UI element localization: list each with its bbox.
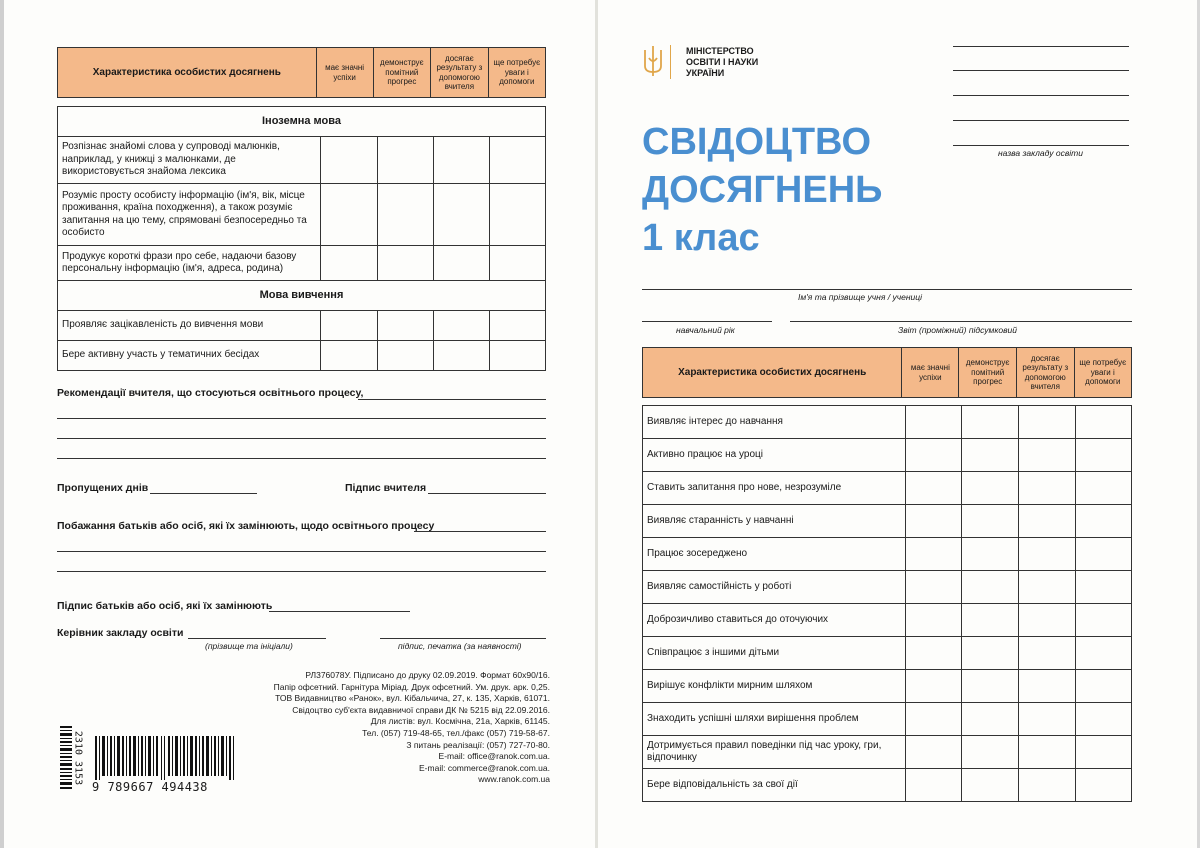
mark-cell[interactable] <box>433 137 489 184</box>
table-row <box>643 736 1132 769</box>
emblem-divider <box>670 45 671 79</box>
school-name-caption: назва закладу освіти <box>998 148 1083 158</box>
mark-cell[interactable] <box>962 703 1019 736</box>
missed-days-line[interactable] <box>150 493 257 494</box>
imprint-line: З питань реалізації: (057) 727-70-80. <box>406 739 550 750</box>
parents-signature-label: Підпис батьків або осіб, які їх замінюють <box>57 600 273 612</box>
table-row <box>643 637 1132 670</box>
mark-cell[interactable] <box>433 246 489 281</box>
mark-cell[interactable] <box>1076 505 1132 538</box>
vertical-barcode <box>60 726 72 790</box>
table-row <box>58 184 546 246</box>
mark-cell[interactable] <box>1076 571 1132 604</box>
mark-cell[interactable] <box>489 311 545 341</box>
mark-cell[interactable] <box>489 246 545 281</box>
mark-cell[interactable] <box>377 137 433 184</box>
achievement-text: Вирішує конфлікти мирним шляхом <box>643 670 906 703</box>
mark-cell[interactable] <box>962 505 1019 538</box>
mark-cell[interactable] <box>320 184 377 246</box>
isbn-number: 9 789667 494438 <box>92 780 208 794</box>
mark-cell[interactable] <box>1076 406 1132 439</box>
mark-cell[interactable] <box>1019 769 1076 802</box>
page-edge <box>0 0 4 848</box>
achievement-text: Виявляє самостійність у роботі <box>643 571 906 604</box>
imprint-line: www.ranok.com.ua <box>478 774 550 785</box>
mark-cell[interactable] <box>377 246 433 281</box>
table-row <box>643 769 1132 802</box>
mark-cell[interactable] <box>905 769 962 802</box>
mark-cell[interactable] <box>1076 637 1132 670</box>
mark-cell[interactable] <box>962 406 1019 439</box>
school-year-line[interactable] <box>642 321 772 322</box>
ministry-line: МІНІСТЕРСТВО <box>686 46 754 56</box>
mark-cell[interactable] <box>433 341 489 371</box>
head-name-line[interactable] <box>188 638 326 639</box>
mark-cell[interactable] <box>1076 670 1132 703</box>
mark-cell[interactable] <box>962 736 1019 769</box>
header-col-3: досягає результату з допомогою вчителя <box>1017 348 1075 398</box>
certificate-title <box>642 118 882 262</box>
mark-cell[interactable] <box>377 341 433 371</box>
isbn-barcode <box>95 736 237 780</box>
skill-text: Продукує короткі фрази про себе, надаючи базову персональну інформацію (ім'я, адреса, родина) <box>58 246 321 281</box>
mark-cell[interactable] <box>1019 637 1076 670</box>
mark-cell[interactable] <box>962 670 1019 703</box>
table-row <box>58 341 546 371</box>
school-name-line[interactable] <box>953 70 1129 71</box>
mark-cell[interactable] <box>1019 439 1076 472</box>
mark-cell[interactable] <box>905 571 962 604</box>
mark-cell[interactable] <box>905 670 962 703</box>
parents-signature-line[interactable] <box>269 611 410 612</box>
school-name-line[interactable] <box>953 46 1129 47</box>
mark-cell[interactable] <box>320 246 377 281</box>
mark-cell[interactable] <box>905 703 962 736</box>
skill-text: Бере активну участь у тематичних бесідах <box>58 341 321 371</box>
table-row <box>643 439 1132 472</box>
achievement-text: Бере відповідальність за свої дії <box>643 769 906 802</box>
teacher-signature-label: Підпис вчителя <box>345 482 427 494</box>
head-name-caption: (прізвище та ініціали) <box>205 641 293 651</box>
imprint-line: Для листів: вул. Космічна, 21а, Харків, 61145. <box>370 716 550 727</box>
recommendations-line[interactable] <box>57 458 546 459</box>
mark-cell[interactable] <box>1019 406 1076 439</box>
ministry-name <box>686 46 758 79</box>
mark-cell[interactable] <box>1019 505 1076 538</box>
mark-cell[interactable] <box>1019 670 1076 703</box>
mark-cell[interactable] <box>905 439 962 472</box>
student-name-line[interactable] <box>642 289 1132 290</box>
report-type-line[interactable] <box>790 321 1132 322</box>
mark-cell[interactable] <box>962 538 1019 571</box>
achievement-text: Виявляє інтерес до навчання <box>643 406 906 439</box>
mark-cell[interactable] <box>1019 571 1076 604</box>
mark-cell[interactable] <box>1076 439 1132 472</box>
mark-cell[interactable] <box>489 184 545 246</box>
mark-cell[interactable] <box>905 538 962 571</box>
header-col-4: ще потребує уваги і допомоги <box>488 48 545 98</box>
mark-cell[interactable] <box>320 341 377 371</box>
mark-cell[interactable] <box>905 472 962 505</box>
achievement-text: Виявляє старанність у навчанні <box>643 505 906 538</box>
vertical-code: 2310 3153 <box>72 730 84 786</box>
table-row <box>643 538 1132 571</box>
achievement-text: Дотримується правил поведінки під час уроку, гри, відпочинку <box>643 736 906 769</box>
mark-cell[interactable] <box>1076 703 1132 736</box>
imprint-line: ТОВ Видавництво «Ранок», вул. Кібальчича, 27, к. 135, Харків, 61071. <box>275 693 550 704</box>
mark-cell[interactable] <box>1019 604 1076 637</box>
parents-wishes-line[interactable] <box>57 551 546 552</box>
mark-cell[interactable] <box>1019 736 1076 769</box>
table-row <box>58 311 546 341</box>
school-year-caption: навчальний рік <box>676 325 735 335</box>
title-line-1: СВІДОЦТВО <box>642 121 872 163</box>
skill-text: Розпізнає знайомі слова у супроводі малюнків, наприклад, у книжці з малюнками, де використовується знайома лексика <box>58 137 321 184</box>
mark-cell[interactable] <box>1076 538 1132 571</box>
mark-cell[interactable] <box>962 769 1019 802</box>
imprint-line: Тел. (057) 719-48-65, тел./факс (057) 719-58-67. <box>362 727 550 738</box>
left-page <box>0 0 596 848</box>
table-row <box>58 246 546 281</box>
head-sign-line[interactable] <box>380 638 546 639</box>
mark-cell[interactable] <box>489 341 545 371</box>
title-line-3: 1 клас <box>642 217 760 259</box>
mark-cell[interactable] <box>1076 472 1132 505</box>
skill-text: Проявляє зацікавленість до вивчення мови <box>58 311 321 341</box>
mark-cell[interactable] <box>1076 769 1132 802</box>
header-col-2: демонструє помітний прогрес <box>959 348 1017 398</box>
table-row <box>643 472 1132 505</box>
achievement-text: Співпрацює з іншими дітьми <box>643 637 906 670</box>
mark-cell[interactable] <box>962 604 1019 637</box>
ministry-line: УКРАЇНИ <box>686 68 725 78</box>
parents-wishes-line[interactable] <box>57 571 546 572</box>
achievement-text: Активно працює на уроці <box>643 439 906 472</box>
teacher-signature-line[interactable] <box>428 493 546 494</box>
trident-emblem-icon <box>642 44 664 78</box>
recommendations-label: Рекомендації вчителя, що стосуються освітнього процесу, <box>57 387 364 399</box>
header-col-1: має значні успіхи <box>316 48 373 98</box>
student-name-caption: Ім'я та прізвище учня / учениці <box>798 292 923 302</box>
ministry-line: ОСВІТИ І НАУКИ <box>686 57 759 67</box>
right-page <box>598 0 1200 848</box>
imprint-line: E-mail: office@ranok.com.ua. <box>438 751 550 762</box>
imprint-line: РЛ376078У. Підписано до друку 02.09.2019. Формат 60х90/16. <box>305 670 550 680</box>
mark-cell[interactable] <box>1019 703 1076 736</box>
section-title-study-language: Мова вивчення <box>58 281 546 311</box>
achievements-header-table <box>642 347 1132 398</box>
mark-cell[interactable] <box>489 137 545 184</box>
mark-cell[interactable] <box>905 406 962 439</box>
section-title-foreign-language: Іноземна мова <box>58 107 546 137</box>
mark-cell[interactable] <box>377 184 433 246</box>
head-sign-caption: підпис, печатка (за наявності) <box>398 641 522 651</box>
header-col-3: досягає результату з допомогою вчителя <box>431 48 489 98</box>
skills-table <box>57 106 546 371</box>
table-row <box>58 137 546 184</box>
mark-cell[interactable] <box>1076 604 1132 637</box>
report-type-caption: Звіт (проміжний) підсумковий <box>898 325 1017 335</box>
mark-cell[interactable] <box>1076 736 1132 769</box>
table-row <box>643 406 1132 439</box>
table-row <box>643 571 1132 604</box>
mark-cell[interactable] <box>962 472 1019 505</box>
mark-cell[interactable] <box>962 439 1019 472</box>
header-col-1: має значні успіхи <box>902 348 959 398</box>
school-name-line[interactable] <box>953 120 1129 121</box>
achievement-text: Ставить запитання про нове, незрозуміле <box>643 472 906 505</box>
achievements-table <box>642 405 1132 802</box>
mark-cell[interactable] <box>905 736 962 769</box>
achievement-text: Працює зосереджено <box>643 538 906 571</box>
mark-cell[interactable] <box>433 311 489 341</box>
table-row <box>643 703 1132 736</box>
recommendations-line[interactable] <box>57 418 546 419</box>
table-row <box>643 505 1132 538</box>
mark-cell[interactable] <box>320 311 377 341</box>
mark-cell[interactable] <box>1019 472 1076 505</box>
parents-wishes-line[interactable] <box>414 531 546 532</box>
mark-cell[interactable] <box>377 311 433 341</box>
head-label: Керівник закладу освіти <box>57 627 184 639</box>
missed-days-label: Пропущених днів <box>57 482 149 494</box>
mark-cell[interactable] <box>1019 538 1076 571</box>
title-line-2: ДОСЯГНЕНЬ <box>642 169 883 211</box>
table-row <box>643 670 1132 703</box>
header-title: Характеристика особистих досягнень <box>643 348 902 398</box>
mark-cell[interactable] <box>905 604 962 637</box>
imprint-line: Свідоцтво суб'єкта видавничої справи ДК № 5215 від 22.09.2016. <box>292 704 550 715</box>
mark-cell[interactable] <box>962 571 1019 604</box>
mark-cell[interactable] <box>320 137 377 184</box>
mark-cell[interactable] <box>433 184 489 246</box>
header-col-2: демонструє помітний прогрес <box>373 48 431 98</box>
imprint-line: E-mail: commerce@ranok.com.ua. <box>419 762 550 773</box>
imprint-line: Папір офсетний. Гарнітура Міріад. Друк офсетний. Ум. друк. арк. 0,25. <box>273 681 550 692</box>
school-name-line[interactable] <box>953 95 1129 96</box>
achievement-text: Доброзичливо ставиться до оточуючих <box>643 604 906 637</box>
header-title: Характеристика особистих досягнень <box>58 48 317 98</box>
recommendations-line[interactable] <box>57 438 546 439</box>
header-col-4: ще потребує уваги і допомоги <box>1074 348 1131 398</box>
mark-cell[interactable] <box>905 637 962 670</box>
recommendations-line[interactable] <box>358 399 546 400</box>
achievements-header-table <box>57 47 546 98</box>
school-name-line[interactable] <box>953 145 1129 146</box>
mark-cell[interactable] <box>962 637 1019 670</box>
mark-cell[interactable] <box>905 505 962 538</box>
parents-wishes-label: Побажання батьків або осіб, які їх замінюють, щодо освітнього процесу <box>57 520 435 532</box>
achievement-text: Знаходить успішні шляхи вирішення проблем <box>643 703 906 736</box>
table-row <box>643 604 1132 637</box>
skill-text: Розуміє просту особисту інформацію (ім'я, вік, місце проживання, країна походження), а також розуміє запитання на цю тему, спрямовані безпосередньо та особисто <box>58 184 321 246</box>
